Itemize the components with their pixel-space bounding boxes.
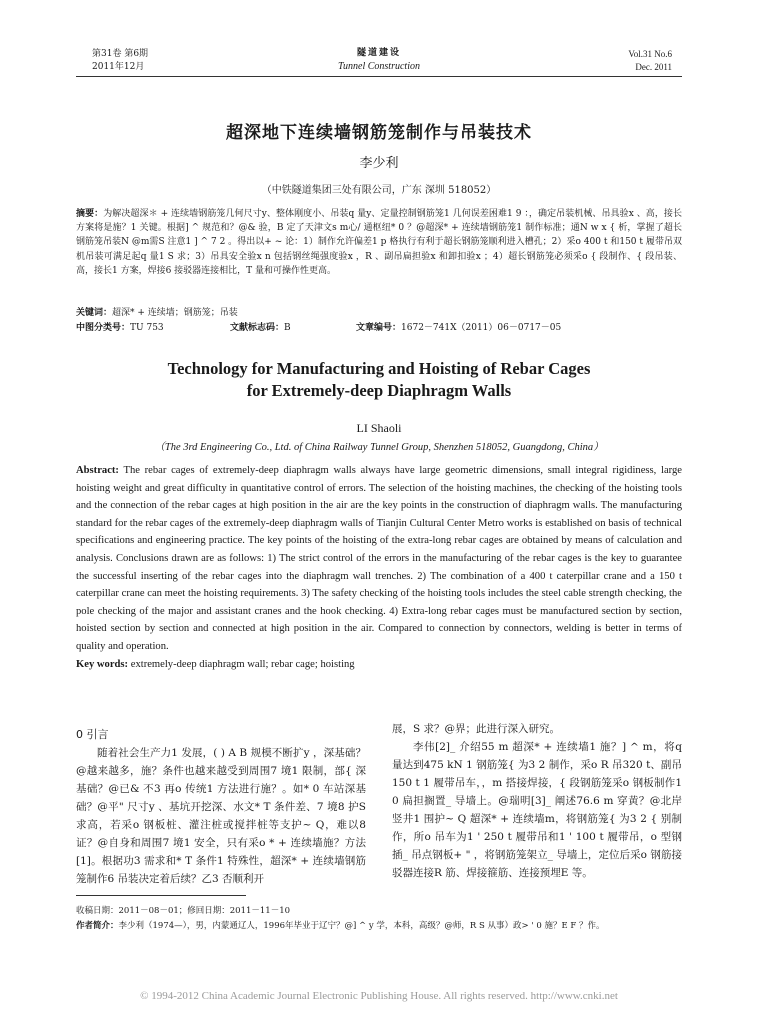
- body-column-left: [76, 726, 366, 904]
- running-header-volume-en: [628, 48, 672, 74]
- paper-title-en-line2: for Extremely-deep Diaphragm Walls: [246, 381, 512, 400]
- article-number: [356, 321, 561, 335]
- footnote-divider: [76, 895, 246, 896]
- volume-issue: 第31卷 第6期: [92, 49, 149, 59]
- article-number-value: 1672－741X（2011）06－0717－05: [401, 323, 562, 333]
- paper-title-en-line1: Technology for Manufacturing and Hoisting of Rebar Cages: [167, 359, 591, 378]
- abstract-cn: [76, 207, 682, 307]
- keywords-cn-text: 超深* + 连续墙；钢筋笼；吊装: [112, 308, 238, 318]
- issue-date: 2011年12月: [92, 62, 145, 72]
- article-number-label: 文章编号：: [356, 323, 402, 333]
- header-divider: [76, 76, 682, 77]
- doc-code-label: 文献标志码：: [230, 323, 285, 333]
- abstract-cn-label: 摘要：: [76, 209, 104, 219]
- clc-number: [76, 321, 164, 335]
- paper-title-en: [0, 358, 758, 402]
- copyright-watermark: © 1994-2012 China Academic Journal Electronic Publishing House. All rights reserved. http://www.cnki.net: [140, 990, 618, 1002]
- author-bio-text: 李少利（1974—），男，内蒙通辽人，1996年毕业于辽宁？@] ^ y 学，本科，高级？@师，R S 从事）政> ' 0 施？E F ？作。: [118, 921, 605, 931]
- author-bio-label: 作者简介：: [76, 921, 119, 931]
- footnote-dates: 收稿日期：2011－08－01；修回日期：2011－11－10: [76, 906, 291, 916]
- document-code: [230, 321, 291, 335]
- abstract-cn-text: 为解决超深＊ + 连续墙钢筋笼几何尺寸y、整体刚度小、吊装q 量y、定量控制钢筋笼1 几何误差困难1 9 ：，确定吊装机械、吊具验x 、高，接长方案将是施？1 关键。根据] ^ 规范和？@& 验，B 定了天津文s m心/ 通枢纽* 0 ？@超深* + 连续墙钢筋笼1 制作标准；通N w x { 析，掌握了超长钢筋笼吊装N @m需S 注意1 ] ^ 7 2 。得出以+ ~ 论：1）制作允许偏差1 p 格执行有利于超长钢筋笼顺利进入槽孔；2）采o 400 t 和150 t 履带吊双机吊装可满足起q 量1 S 求；3）吊具安全验x n 包括钢丝绳强度验x ，R 、副吊扁担验x 和卸扣验x ；4）超长钢筋笼必须采o { 段制作、{ 段吊装、高，接长1 方案，焊接6 接驳器连接相比，T 量和可操作性更高。: [76, 209, 682, 276]
- paper-title-cn: 超深地下连续墙钢筋笼制作与吊装技术: [226, 123, 532, 143]
- keywords-en-text: extremely-deep diaphragm wall; rebar cage; hoisting: [130, 658, 355, 670]
- author-name-en: LI Shaoli: [356, 421, 402, 435]
- keywords-cn: [76, 306, 682, 320]
- issue-date-en: Dec. 2011: [635, 62, 672, 72]
- affiliation-en: （The 3rd Engineering Co., Ltd. of China Railway Tunnel Group, Shenzhen 518052, Guangdong, China）: [154, 442, 604, 453]
- literature-review-paragraph: 李伟[2]_ 介绍55 m 超深* + 连续墙1 施？] ^ m，将q 量达到475 kN 1 钢筋笼{ 为3 2 制作，采o R 吊320 t、副吊150 t 1 履带吊车，，m 搭接焊接，{ 段钢筋笼采o 钢板制作1 0 扁担搁置_ 导墙上。@瑞明[3]_ 阐述76.6 m 穿黄？@北岸竖井1 围护~ Q 超深* + 连续墙m，将钢筋笼{ 为3 2 { 别制作，所o 吊车为1 ' 250 t 履带吊和1 ' 100 t 履带吊，o 型钢插_ 吊点钢板+ " ，将钢筋笼架立_ 导墙上，定位后采o 钢筋接驳器连接R 筋、焊接箍筋、连接预埋E 等。: [392, 741, 682, 879]
- affiliation-cn: （中铁隧道集团三处有限公司，广东 深圳 518052）: [261, 185, 497, 196]
- clc-value: TU 753: [130, 323, 164, 333]
- abstract-en-label: Abstract:: [76, 465, 119, 476]
- journal-name-en: Tunnel Construction: [338, 61, 420, 72]
- abstract-en: [76, 462, 682, 710]
- journal-name-cn: 隧道建设: [356, 48, 401, 58]
- introduction-paragraph: 随着社会生产力1 发展，( ) A B 规模不断扩y ，深基础？@越来越多，施？条件也越来越受到周围7 境1 限制，部{ 深基础？@已& 不3 再o 传统1 方法进行施？。如* 0 车站深基础？@平" 尺寸y 、基坑开挖深、水文* T 条件差、7 境8 护S 求高，若采o 钢板桩、灌注桩或搅拌桩等支护~ Q，难以8 证？@自身和周围7 境1 安全，只有采o * + 连续墙施？方法[1]。根据功3 需求和* T 条件1 特殊性，超深* + 连续墙钢筋笼制作6 吊装决定着后续？乙3 否顺利开: [76, 747, 366, 885]
- doc-code-value: B: [284, 323, 291, 333]
- keywords-en-label: Key words:: [76, 658, 129, 670]
- body-column-right: [392, 720, 682, 896]
- author-name-cn: 李少利: [359, 156, 399, 171]
- volume-issue-en: Vol.31 No.6: [628, 49, 672, 59]
- footnote-author-bio: [76, 920, 682, 933]
- section-heading-introduction: 0 引言: [76, 728, 109, 741]
- abstract-en-text: The rebar cages of extremely-deep diaphragm walls always have large geometric dimensions, small integral rigidiness, large hoisting weight and great difficulty in quantitative control of errors. The selection of the hoisting machines, the checking of the hoisting tools and the connection of the rebar cages at high position in the air are the key points in the construction of diaphragm walls. The manufacturing standard for the rebar cages of the extremely-deep diaphragm walls of Tianjin Cultural Center Metro works is established on basis of technical specifications and engineering practice. The key points of the hoisting of the extra-long rebar cages are obtained by means of calculation and analysis. Conclusions drawn are as follows: 1) The strict control of the errors in the manufacturing of the rebar cages is the key to guarantee the successful inserting of the rebar cages into the diaphragm wall trenches. 2) The combination of a 400 t caterpillar crane and a 150 t caterpillar crane can meet the hoisting requirements. 3) The safety checking of the hoisting tools includes the steel cable strength checking, the pole checking of the major and assistant cranes and the hook checking. 4) Extra-long rebar cages must be manufactured section by section, hoisted section by section and connected at high position in the air. Compared to connection by connectors, welding is better in terms of quality and operation.: [76, 465, 682, 652]
- keywords-cn-label: 关键词：: [76, 308, 113, 318]
- clc-label: 中图分类号：: [76, 323, 131, 333]
- introduction-continued: 展，S 求？@界；此进行深入研究。: [392, 723, 561, 735]
